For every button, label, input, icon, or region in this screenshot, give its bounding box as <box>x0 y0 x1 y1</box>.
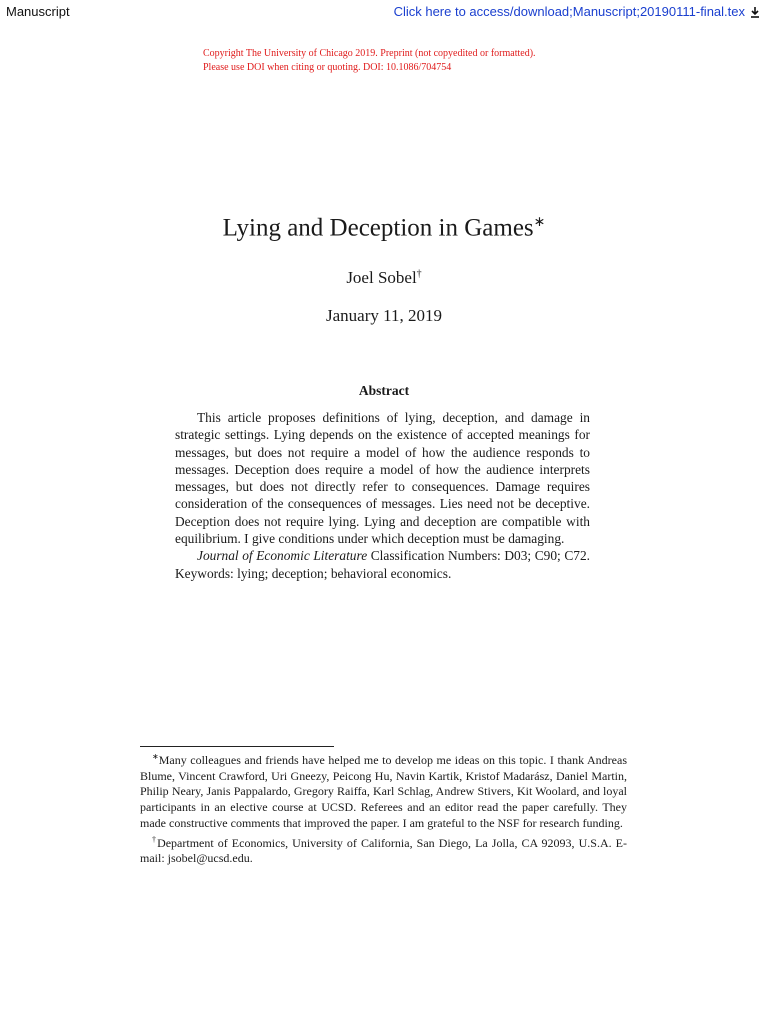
jel-classification-text: Classification Numbers: D03; C90; C72. Keywords: lying; deception; behavioral economics. <box>175 548 591 581</box>
top-bar <box>0 0 768 24</box>
footnotes <box>140 749 627 867</box>
footnote-1 <box>140 749 627 832</box>
footnote-divider <box>140 746 334 747</box>
abstract-heading: Abstract <box>358 383 410 398</box>
paper-title-text: Lying and Deception in Games <box>222 214 534 242</box>
footnote-1-text: Many colleagues and friends have helped me to develop me ideas on this topic. I thank Andreas Blume, Vincent Crawford, Uri Gneezy, Peicong Hu, Navin Kartik, Kristof Madarász, Daniel Martin, Philip Neary, Janis Pappalardo, Gregory Raiffa, Karl Schlag, Andrew Stivers, Kit Woolard, and loyal participants in an elective course at UCSD. Referees and an editor read the paper carefully. They made constructive comments that improved the paper. I am grateful to the NSF for research funding. <box>140 753 627 830</box>
footnote-2-text: Department of Economics, University of California, San Diego, La Jolla, CA 92093, U.S.A. E-mail: jsobel@ucsd.edu. <box>140 835 627 866</box>
author-footnote-mark: † <box>416 268 422 280</box>
copyright-line-1: Copyright The University of Chicago 2019. Preprint (not copyedited or formatted). <box>203 48 536 59</box>
download-link[interactable] <box>394 4 760 19</box>
manuscript-label: Manuscript <box>6 4 70 19</box>
paper-title <box>0 214 768 242</box>
download-icon <box>750 6 760 18</box>
download-link-text: Click here to access/download;Manuscript;20190111-final.tex <box>393 4 745 19</box>
jel-paragraph <box>175 547 590 582</box>
paper-author <box>0 268 768 288</box>
paper-date: January 11, 2019 <box>326 306 442 325</box>
copyright-notice <box>203 47 536 75</box>
footnote-1-mark: ∗ <box>152 752 159 761</box>
footnote-2-mark: † <box>152 834 158 844</box>
footnote-2 <box>140 832 627 867</box>
title-footnote-mark: ∗ <box>533 215 546 230</box>
jel-journal-name: Journal of Economic Literature <box>197 548 368 564</box>
copyright-line-2: Please use DOI when citing or quoting. DOI: 10.1086/704754 <box>203 62 452 73</box>
author-name: Joel Sobel <box>346 268 417 287</box>
abstract-body <box>175 409 590 582</box>
abstract-paragraph: This article proposes definitions of lying, deception, and damage in strategic settings. Lying depends on the existence of accepted meanings for messages, but does not require a model of how the audience responds to messages. Deception does require a model of how the audience interprets messages, but does not directly refer to consequences. Damage requires consideration of the consequences of messages. Lies need not be deceptive. Deception does not require lying. Lying and deception are compatible with equilibrium. I give conditions under which deception must be damaging. <box>175 410 590 547</box>
